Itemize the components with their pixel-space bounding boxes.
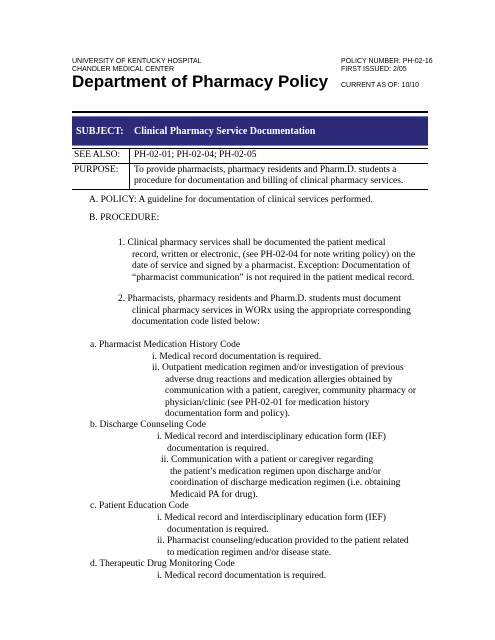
purpose-row <box>72 164 428 190</box>
see-also-label: SEE ALSO: <box>72 149 130 163</box>
purpose-value <box>130 164 428 189</box>
current-as-of: CURRENT AS OF: 10/10 <box>341 82 420 89</box>
code-b-ii <box>161 455 400 501</box>
procedure-heading: B. PROCEDURE: <box>89 213 160 223</box>
code-line: the patient’s medication regimen upon discharge and/or <box>170 466 381 477</box>
code-line: to medication regimen and/or disease state. <box>167 547 332 558</box>
code-line: ii. Outpatient medication regimen and/or investigation of previous <box>152 363 404 373</box>
code-b-i <box>157 432 386 455</box>
purpose-label: PURPOSE: <box>72 164 130 189</box>
code-c-title: c. Patient Education Code <box>90 501 189 511</box>
code-line: coordination of discharge medication regimen (i.e. obtaining <box>170 478 401 488</box>
purpose-line: procedure for documentation and billing of clinical pharmacy services. <box>134 176 404 186</box>
item-line: date of service and signed by a pharmacist. Exception: Documentation of <box>132 261 411 271</box>
code-line: documentation form and policy). <box>165 409 291 419</box>
code-c-ii <box>157 536 409 559</box>
item-line: “pharmacist communication” is not required in the patient medical record. <box>132 272 415 283</box>
see-also-value: PH-02-01; PH-02-04; PH-02-05 <box>134 150 257 160</box>
subject-label: SUBJECT: <box>76 126 124 137</box>
code-c-i <box>157 513 386 536</box>
code-a-ii <box>152 363 416 421</box>
code-a-i: i. Medical record documentation is required. <box>152 352 322 362</box>
code-line: Medicaid PA for drug). <box>170 489 258 500</box>
code-line: adverse drug reactions and medication allergies obtained by <box>165 374 393 385</box>
purpose-line: To provide pharmacists, pharmacy residents and Pharm.D. students a <box>134 164 397 175</box>
see-also-row <box>72 148 428 164</box>
item-line: clinical pharmacy services in WORx using the appropriate corresponding <box>132 305 411 316</box>
procedure-item-2 <box>118 294 429 329</box>
header-divider <box>72 111 428 113</box>
org-name-line2: CHANDLER MEDICAL CENTER <box>72 66 175 73</box>
code-line: documentation is required. <box>167 524 269 535</box>
code-line: ii. Pharmacist counseling/education provided to the patient related <box>157 536 409 546</box>
item-line: documentation code listed below: <box>132 317 260 327</box>
code-d-i: i. Medical record documentation is required. <box>157 571 327 581</box>
code-line: ii. Communication with a patient or caregiver regarding <box>161 455 374 465</box>
code-line: documentation is required. <box>167 443 269 454</box>
code-line: i. Medical record and interdisciplinary education form (IEF) <box>157 513 386 523</box>
code-b-title: b. Discharge Counseling Code <box>90 420 206 430</box>
code-line: physician/clinic (see PH-02-01 for medication history <box>165 397 370 408</box>
code-line: i. Medical record and interdisciplinary education form (IEF) <box>157 432 386 442</box>
item-line: record, written or electronic, (see PH-02-04 for note writing policy) on the <box>132 249 416 260</box>
policy-number: POLICY NUMBER: PH-02-16 <box>341 58 433 65</box>
org-name-line1: UNIVERSITY OF KENTUCKY HOSPITAL <box>72 58 202 65</box>
code-line: communication with a patient, caregiver, community pharmacy or <box>165 386 417 396</box>
policy-statement: A. POLICY: A guideline for documentation of clinical services performed. <box>89 195 373 205</box>
procedure-item-1 <box>118 238 429 284</box>
code-a-title: a. Pharmacist Medication History Code <box>90 340 241 350</box>
page-title: Department of Pharmacy Policy <box>72 72 329 91</box>
code-d-title: d. Therapeutic Drug Monitoring Code <box>90 559 235 569</box>
item-line: 2. Pharmacists, pharmacy residents and Pharm.D. students must document <box>118 294 401 304</box>
first-issued: FIRST ISSUED: 2/05 <box>341 66 407 73</box>
item-line: 1. Clinical pharmacy services shall be documented the patient medical <box>118 238 386 248</box>
info-table <box>72 148 428 190</box>
subject-value: Clinical Pharmacy Service Documentation <box>134 126 316 137</box>
subject-bar <box>72 116 428 146</box>
